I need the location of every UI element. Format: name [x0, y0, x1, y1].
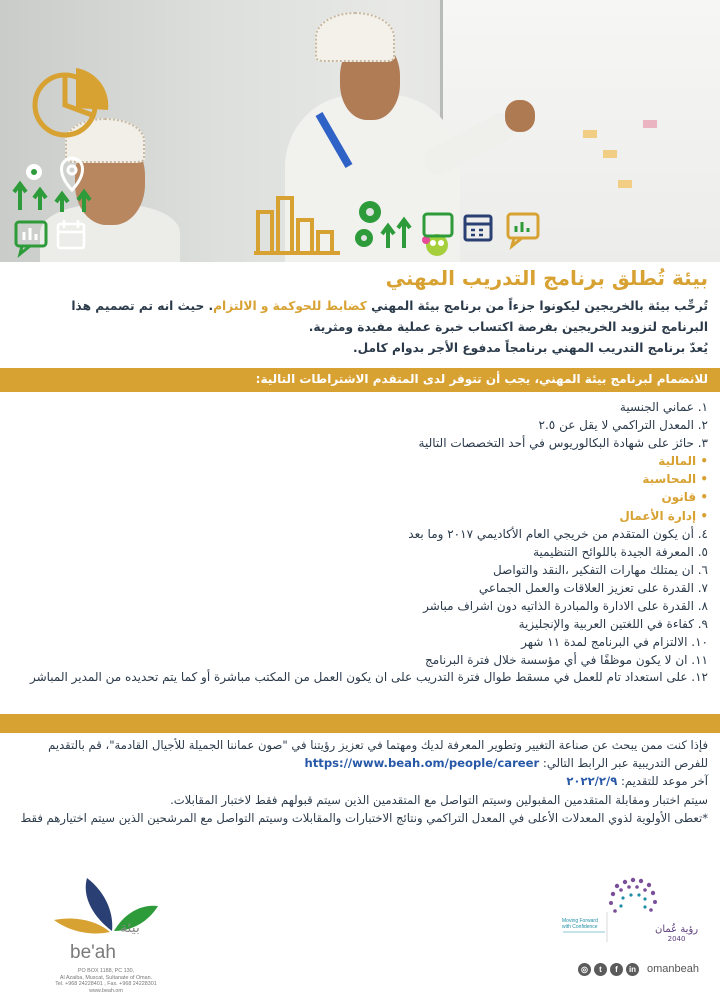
deadline: آخر موعد للتقديم: ٢٠٢٢/٢/٩: [566, 774, 708, 788]
growth-arrows-icon: [14, 184, 90, 212]
intro-highlight: كضابط للحوكمة و الالتزام: [213, 299, 367, 313]
company-address: PO BOX 1188, PC 130, Al Azaiba, Muscat, Sultanate of Oman. Tel. +968 24228401 , Fax. +968 24228301 www.beah.om: [55, 968, 157, 993]
vision-year: 2040: [667, 935, 686, 943]
calendar-icon: [58, 220, 84, 248]
requirement-item: ٢. المعدل التراكمي لا يقل عن ٢.٥: [538, 418, 708, 433]
requirement-item: ١٢. على استعداد تام للعمل في مسقط طوال فترة التدريب على ان يكون العمل من المكتب مباشرة أو كما يتم تحديده من المدير المباشر: [29, 670, 708, 685]
requirement-item: ٥. المعرفة الجيدة باللوائح التنظيمية: [533, 544, 708, 559]
beah-logo-icon: [52, 876, 162, 946]
specialization-item: • قانون: [661, 490, 708, 505]
career-link[interactable]: https://www.beah.om/people/career: [304, 755, 540, 770]
gear-icon: [26, 164, 42, 180]
hero-decor-icons: [0, 0, 720, 262]
deadline-date: ٢٠٢٢/٢/٩: [566, 774, 618, 788]
requirement-item: ٩. كفاءة في اللغتين العربية والإنجليزية: [518, 617, 708, 632]
teal-chat-icon: [424, 214, 452, 236]
gears-icon: [355, 201, 381, 247]
requirement-item: ٧. القدرة على تعزيز العلاقات والعمل الجماعي: [478, 580, 708, 595]
twitter-icon[interactable]: t: [594, 963, 607, 976]
instagram-icon[interactable]: ◎: [578, 963, 591, 976]
location-pin-icon: [62, 158, 83, 190]
vision-tagline: Moving Forward with Confidence: [562, 918, 598, 930]
closing-paragraph: فإذا كنت ممن يبحث عن صناعة التغيير وتطوير المعرفة لديك ومهتما في تعزيز رؤيتنا في "صون عماننا الجميلة للأجيال القادمة"، قم بالتقديم للفرص التدريبية عبر الرابط التالي: https://www.beah.om/people/career: [48, 738, 708, 770]
pie-chart-icon: [35, 68, 108, 135]
intro-line-1: تُرحِّب بيئة بالخريجين ليكونوا جزءاً من برنامج بيئة المهني كضابط للحوكمة و الالتزام. حيث انه تم تصميم هذا: [71, 299, 708, 313]
requirement-item: ٣. حائز على شهادة البكالوريوس في أحد التخصصات التالية: [418, 436, 708, 451]
social-handle[interactable]: omanbeah: [647, 963, 699, 975]
specialization-item: • إدارة الأعمال: [619, 508, 708, 523]
hero-photo: [0, 0, 720, 262]
requirements-banner: [0, 368, 720, 392]
growth-arrows-icon-center: [382, 220, 410, 248]
chat-bubble-icon: [16, 222, 46, 254]
requirement-item: ٤. أن يكون المتقدم من خريجي العام الأكاديمي ٢٠١٧ وما بعد: [408, 526, 708, 541]
requirements-list: [14, 398, 708, 686]
schedule-calendar-icon: [465, 216, 491, 240]
beah-english-wordmark: be'ah: [70, 942, 116, 963]
chat-chart-icon: [508, 214, 538, 246]
linkedin-icon[interactable]: in: [626, 963, 639, 976]
specialization-item: • المحاسبة: [642, 472, 708, 487]
vision-arabic-label: رؤية عُمان 2040: [655, 924, 699, 943]
page-title: بيئة تُطلق برنامج التدريب المهني: [385, 266, 708, 290]
bar-chart-icon: [254, 198, 340, 253]
requirement-item: ١٠. الالتزام في البرنامج لمدة ١١ شهر: [521, 635, 708, 650]
social-links: [578, 962, 699, 976]
beah-arabic-wordmark: بيئة: [120, 920, 140, 936]
specialization-item: • المالية: [658, 454, 708, 469]
intro-paragraph: [14, 296, 708, 359]
closing-section: [14, 737, 708, 829]
requirement-item: ٨. القدرة على الادارة والمبادرة الذاتيه دون اشراف مباشر: [423, 599, 708, 614]
priority-note: *تعطى الأولوية لذوي المعدلات الأعلى في المعدل التراكمي ونتائج الاختبارات والمقابلات وسيتم التواصل مع المرشحين الذين سيتم اختيارهم فقط: [20, 811, 708, 825]
requirement-item: ١١. ان لا يكون موظفًا في أي مؤسسة خلال فترة البرنامج: [425, 653, 708, 668]
requirement-item: ٦. ان يمتلك مهارات التفكير ،النقد والتواصل: [493, 562, 708, 577]
intro-line-3: يُعدّ برنامج التدريب المهني برنامجاً مدفوع الأجر بدوام كامل.: [352, 341, 708, 355]
requirement-item: ١. عماني الجنسية: [619, 400, 708, 414]
divider-band: [0, 714, 720, 733]
requirements-banner-text: للانضمام لبرنامج بيئة المهني، يجب أن تتوفر لدى المتقدم الاشتراطات التالية:: [255, 372, 708, 386]
intro-line-2: البرنامج لتزويد الخريجين بفرصة اكتساب خبرة عملية مفيدة ومثرية.: [308, 320, 708, 334]
selection-note: سيتم اختبار ومقابلة المتقدمين المقبولين وسيتم التواصل مع المتقدمين الذين سيتم قبولهم فقط لاختبار المقابلات.: [170, 792, 708, 807]
facebook-icon[interactable]: f: [610, 963, 623, 976]
